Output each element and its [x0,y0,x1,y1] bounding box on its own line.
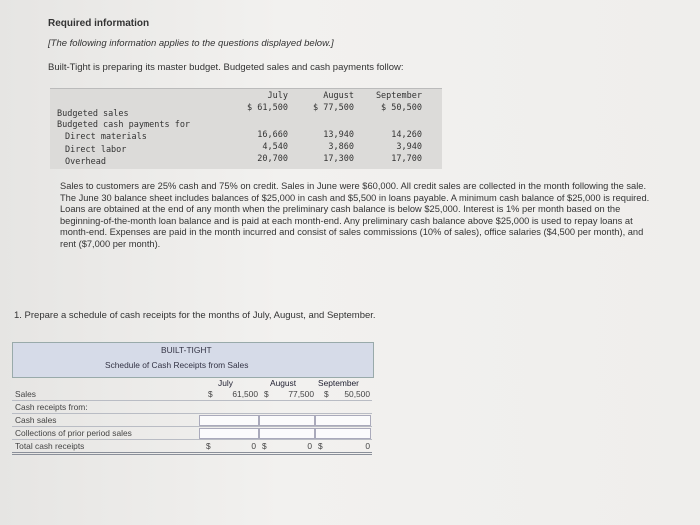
budget-sales-august: $ 77,500 [313,103,354,113]
budget-month-september: September [375,91,422,101]
budget-sales-july: $ 61,500 [247,103,288,113]
schedule-header [12,342,374,378]
sales-dollar-sign: $ [208,389,213,399]
cash-receipts-schedule [12,342,374,474]
sales-dollar-sign: $ [324,389,329,399]
instructions-note: [The following information applies to the questions displayed below.] [48,38,334,49]
budget-cell: 13,940 [323,130,354,140]
budget-cell: 4,540 [262,142,288,152]
budget-sales-label: Budgeted sales [57,109,129,119]
budget-payments-label: Budgeted cash payments for [57,120,191,130]
schedule-label-total: Total cash receipts [15,441,85,451]
budget-cell: 17,300 [323,154,354,164]
budget-cell: 16,660 [257,130,288,140]
schedule-row-total [12,441,372,455]
question-1-text: 1. Prepare a schedule of cash receipts for the months of July, August, and September. [14,310,376,321]
schedule-col-july: July [218,378,233,388]
schedule-label-cash-receipts-from: Cash receipts from: [15,402,88,412]
schedule-col-august: August [270,378,297,388]
collections-september-input[interactable] [315,428,371,439]
total-dollar-sign: $ [206,441,211,451]
schedule-total-september: 0 [365,441,370,451]
sales-dollar-sign: $ [264,389,269,399]
cash-sales-august-input[interactable] [259,415,315,426]
budget-cell: 3,860 [328,142,354,152]
problem-paragraph: Sales to customers are 25% cash and 75% on credit. Sales in June were $60,000. All credit sales are collected in the month following the sale. The June 30 balance sheet includes balances of $25,000 in cash and $5,500 in loans payable. A minimum cash balance of $25,000 is required. Loans are obtained at the end of any month when the preliminary cash balance is below $25,000. Interest is 1% per month based on the beginning-of-the-month loan balance and is paid at each month-end. Any preliminary cash balance above $25,000 is used to repay loans at month-end. Expenses are paid in the month incurred and consist of sales commissions (10% of sales), office salaries ($4,500 per month), and rent ($7,000 per month). [60,181,650,249]
budget-sales-september: $ 50,500 [381,103,422,113]
required-information-heading: Required information [48,18,150,29]
schedule-total-july: 0 [251,441,256,451]
schedule-company-name: BUILT-TIGHT [161,345,212,355]
schedule-row-cash-sales [12,415,372,427]
schedule-label-cash-sales: Cash sales [15,415,57,425]
budget-row-label: Overhead [65,157,106,167]
schedule-total-august: 0 [307,441,312,451]
budget-cell: 14,260 [391,130,422,140]
total-dollar-sign: $ [318,441,323,451]
schedule-label-collections: Collections of prior period sales [15,428,132,438]
schedule-sales-september: 50,500 [344,389,370,399]
cash-sales-september-input[interactable] [315,415,371,426]
schedule-col-september: September [318,378,359,388]
total-dollar-sign: $ [262,441,267,451]
schedule-row-sales [12,389,372,401]
cash-sales-july-input[interactable] [199,415,259,426]
budget-table [50,88,442,169]
budget-row-label: Direct labor [65,145,127,155]
budget-month-august: August [323,91,354,101]
schedule-sales-july: 61,500 [232,389,258,399]
budget-cell: 17,700 [391,154,422,164]
budget-row-label: Direct materials [65,132,147,142]
schedule-row-cash-receipts-from [12,402,372,414]
budget-cell: 20,700 [257,154,288,164]
budget-cell: 3,940 [396,142,422,152]
schedule-title: Schedule of Cash Receipts from Sales [105,360,249,370]
schedule-label-sales: Sales [15,389,36,399]
collections-july-input[interactable] [199,428,259,439]
problem-intro: Built-Tight is preparing its master budget. Budgeted sales and cash payments follow: [48,62,404,73]
schedule-sales-august: 77,500 [288,389,314,399]
budget-month-july: July [267,91,288,101]
collections-august-input[interactable] [259,428,315,439]
schedule-row-collections [12,428,372,440]
